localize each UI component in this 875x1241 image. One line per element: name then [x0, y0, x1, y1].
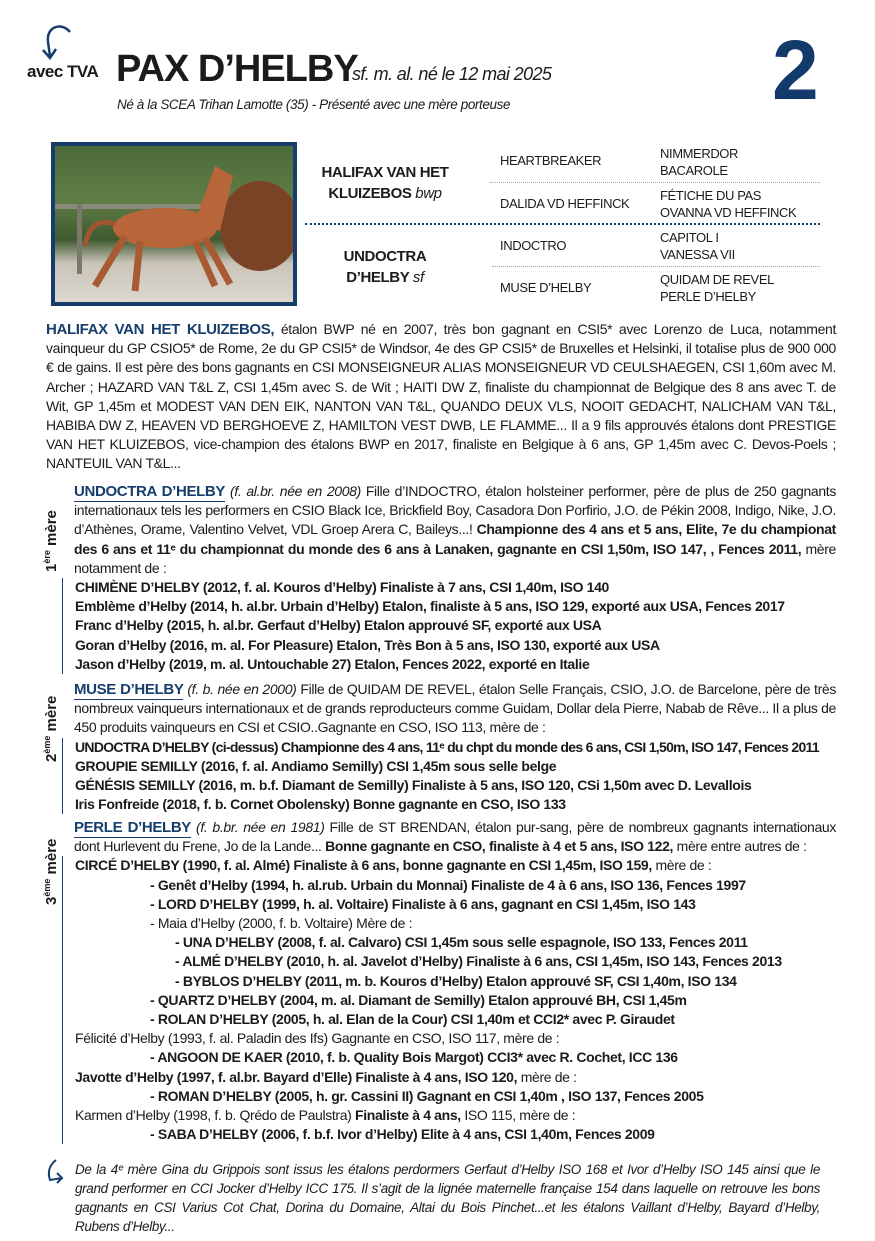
- curved-arrow-icon: [40, 24, 74, 62]
- foal-photo: [51, 142, 297, 306]
- first-dam-name: UNDOCTRA D’HELBY: [74, 483, 226, 500]
- sire-name: HALIFAX VAN HET KLUIZEBOS: [321, 164, 449, 202]
- first-dam-tail: mère notamment de :: [74, 540, 836, 576]
- produce-item: - LORD D’HELBY (1999, h. al. Voltaire) Finaliste à 6 ans, gagnant en CSI 1,45m, ISO 143: [150, 895, 696, 912]
- pedigree-gg: NIMMERDOR: [660, 146, 739, 161]
- third-dam-info: (f. b.br. née en 1981): [190, 819, 325, 835]
- second-dam-label: 2ème mère: [42, 695, 60, 762]
- pedigree-sire-sire: HEARTBREAKER: [500, 153, 602, 168]
- horse-subtitle: sf. m. al. né le 12 mai 2025: [352, 64, 552, 84]
- pedigree-dam-sire: INDOCTRO: [500, 238, 567, 253]
- produce-item: - BYBLOS D’HELBY (2011, m. b. Kouros d’Helby) Etalon approuvé SF, CSI 1,40m, ISO 134: [175, 972, 737, 989]
- produce-item: - SABA D’HELBY (2006, f. b.f. Ivor d’Helby) Elite à 4 ans, CSI 1,40m, Fences 2009: [150, 1126, 655, 1143]
- pedigree-gg: FÉTICHE DU PAS: [660, 188, 762, 203]
- horse-name: PAX D’HELBY: [116, 48, 358, 90]
- pedigree-divider: [490, 182, 820, 183]
- pedigree-gg: VANESSA VII: [660, 247, 735, 262]
- produce-item: - Maia d’Helby (2000, f. b. Voltaire) Mère de :: [150, 915, 413, 932]
- pedigree-gg: CAPITOL I: [660, 230, 719, 245]
- sire-title: HALIFAX VAN HET KLUIZEBOS,: [46, 321, 275, 338]
- first-dam-label: 1ère mère: [42, 510, 60, 572]
- third-dam-highlights: Bonne gagnante en CSO, finaliste à 4 et 5 ans, ISO 122,: [325, 838, 674, 855]
- produce-item: GÉNÉSIS SEMILLY (2016, m. b.f. Diamant de Semilly) Finaliste à 5 ans, ISO 120, CSi 1,50m avec D. Levallois: [75, 777, 752, 794]
- produce-item: - QUARTZ D’HELBY (2004, m. al. Diamant de Semilly) Etalon approuvé BH, CSI 1,45m: [150, 991, 687, 1008]
- produce-item: Iris Fonfreide (2018, f. b. Cornet Obolensky) Bonne gagnante en CSO, ISO 133: [75, 796, 566, 813]
- produce-item: - Genêt d’Helby (1994, h. al.rub. Urbain du Monnai) Finaliste de 4 à 6 ans, ISO 136, Fences 1997: [150, 876, 746, 893]
- produce-item: Jason d’Helby (2019, m. al. Untouchable 27) Etalon, Fences 2022, exporté en Italie: [75, 655, 590, 672]
- second-dam-text: Fille de QUIDAM DE REVEL, étalon Selle Français, CSIO, J.O. de Barcelone, père de très nombreux vainqueurs internationaux et de grands reproducteurs comme Guidam, Dollar dela Pierre, Nabab de Rêve... Il a plus de 450 produits vainqueurs en CSI et CSIO..Gagnante en CSO, ISO 113, mère de :: [74, 681, 836, 736]
- pedigree-gg: QUIDAM DE REVEL: [660, 272, 774, 287]
- sire-description: [46, 320, 836, 474]
- produce-item: - UNA D’HELBY (2008, f. al. Calvaro) CSI 1,45m sous selle espagnole, ISO 133, Fences 2011: [175, 934, 748, 951]
- second-dam-name: MUSE D’HELBY: [74, 681, 184, 698]
- produce-item: - ALMÉ D’HELBY (2010, h. al. Javelot d’Helby) Finaliste à 6 ans, CSI 1,45m, ISO 143, Fences 2013: [175, 953, 782, 970]
- third-dam-tail: mère entre autres de :: [673, 838, 807, 855]
- produce-item: CIRCÉ D’HELBY (1990, f. al. Almé) Finaliste à 6 ans, bonne gagnante en CSI 1,45m, ISO 159,: [75, 857, 652, 874]
- produce-item: - ROLAN D’HELBY (2005, h. al. Elan de la Cour) CSI 1,40m et CCI2* avec P. Giraudet: [150, 1011, 675, 1028]
- vat-label: avec TVA: [27, 62, 99, 81]
- produce-item: UNDOCTRA D’HELBY (ci-dessus) Championne des 4 ans, 11ᵉ du chpt du monde des 6 ans, CSI 1,50m, ISO 147, Fences 2011: [75, 738, 819, 755]
- fourth-dam-note: De la 4ᵉ mère Gina du Grippois sont issus les étalons perdormers Gerfaut d’Helby ISO 168 et Ivor d’Helby ISO 145 ainsi que le grand performer en CCI Jocker d’Helby ICC 175. Il s’agit de la lignée maternelle française 154 dans laquelle on retrouve les bons gagnants en CSI Varius Cot Chat, Dorina du Domaine, Altai du Bois Pinchet...et les étalons Vaillant d’Helby, Bayard d’Helby, Rubens d’Helby...: [75, 1162, 820, 1234]
- produce-item: Goran d’Helby (2016, m. al. For Pleasure) Etalon, Très Bon à 5 ans, ISO 130, exporté aux USA: [75, 636, 660, 653]
- dam-name: UNDOCTRA D’HELBY: [343, 248, 427, 286]
- produce-item: Franc d’Helby (2015, h. al.br. Gerfaut d’Helby) Etalon approuvé SF, exporté aux USA: [75, 617, 602, 634]
- produce-item: - ANGOON DE KAER (2010, f. b. Quality Bois Margot) CCI3* avec R. Cochet, ICC 136: [150, 1049, 678, 1066]
- produce-item: GROUPIE SEMILLY (2016, f. al. Andiamo Semilly) CSI 1,45m sous selle belge: [75, 757, 557, 774]
- first-dam-highlights: Championne des 4 ans et 5 ans, Elite, 7e du championat des 6 ans et 11ᵉ du championnat du monde des 6 ans à Lanaken, gagnante en CSI 1,50m, ISO 147, , Fences 2011,: [74, 521, 836, 557]
- first-dam-info: (f. al.br. née en 2008): [225, 483, 361, 499]
- third-dam-section: PERLE D’HELBY (f. b.br. née en 1981) Fille de ST BRENDAN, étalon pur-sang, père de nombreux gagnants internationaux dont Hurlevent du Frene, Jo de la Lande... Bonne gagnante en CSO, finaliste à 4 et 5 ans, ISO 122, mère entre autres de : CIRCÉ D’HELBY (1990, f. al. Almé) Finaliste à 6 ans, bonne gagnante en CSI 1,45m, ISO 159, mère de : - Genêt d’Helby (1994, h. al.rub. Urbain du Monnai) Finaliste de 4 à 6 ans, ISO 136, Fences 1997 - LORD D’HELBY (1999, h. al. Voltaire) Finaliste à 6 ans, gagnant en CSI 1,45m, ISO 143 - Maia d’Helby (2000, f. b. Voltaire) Mère de : - UNA D’HELBY (2008, f. al. Calvaro) CSI 1,45m sous selle espagnole, ISO 133, Fences 2011 - ALMÉ D’HELBY (2010, h. al. Javelot d’Helby) Finaliste à 6 ans, CSI 1,45m, ISO 143, Fences 2013 - BYBLOS D’HELBY (2011, m. b. Kouros d’Helby) Etalon approuvé SF, CSI 1,40m, ISO 134 - QUARTZ D’HELBY (2004, m. al. Diamant de Semilly) Etalon approuvé BH, CSI 1,45m - ROLAN D’HELBY (2005, h. al. Elan de la Cour) CSI 1,40m et CCI2* avec P. Giraudet Félicité d’Helby (1993, f. al. Paladin des Ifs) Gagnante en CSO, ISO 117, mère de : - ANGOON DE KAER (2010, f. b. Quality Bois Margot) CCI3* avec R. Cochet, ICC 136 Javotte d’Helby (1997, f. al.br. Bayard d’Elle) Finaliste à 4 ans, ISO 120, mère de : - ROMAN D’HELBY (2005, h. gr. Cassini II) Gagnant en CSI 1,40m , ISO 137, Fences 2005 Karmen d’Helby (1998, f. b. Qrédo de Paulstra) Finaliste à 4 ans, ISO 115, mère de : - SABA D’HELBY (2006, f. b.f. Ivor d’Helby) Elite à 4 ans, CSI 1,40m, Fences 2009: [62, 818, 836, 1144]
- sire-text: étalon BWP né en 2007, très bon gagnant en CSI5* avec Lorenzo de Luca, notamment vainqueur du GP CSIO5* de Rome, 2e du GP CSI5* de Windsor, 4e des GP CSI5* de Bruxelles et Helsinki, il totalise plus de 900 000 € de gains. Il est père des bons gagnants en CSI MONSEIGNEUR ALIAS MONSEIGNEUR VD CEULSHAEGEN, CSI 1,60m avec M. Archer ; HAZARD VAN T&L Z, CSI 1,45m avec S. de Wit ; HAITI DW Z, finaliste du championnat de Belgique des 8 ans avec T. de Wit, GP 1,45m et MODEST VAN DEN EIK, NANTON VAN T&L, QUANDO DEUX VLS, NOOIT GEDACHT, NALICHAM VAN T&L, HABIBA DW Z, HEAVEN VD BERGHOEVE Z, HAMILTON VEST DWB, LE FLAMME... Il a 9 fils approuvés étalons dont PRESTIGE VAN HET KLUIZEBOS, vice-champion des étalons BWP en 2017, finaliste en Belgique à 6 ans, GP 1,45m avec C. Devos-Poels ; NANTEUIL VAN T&L...: [46, 321, 836, 472]
- produce-item: Emblème d’Helby (2014, h. al.br. Urbain d’Helby) Etalon, finaliste à 5 ans, ISO 129, exporté aux USA, Fences 2017: [75, 598, 785, 615]
- pedigree-dam: [300, 246, 470, 288]
- third-dam-label: 3ème mère: [42, 838, 60, 905]
- second-dam-section: [62, 680, 836, 814]
- foal-illustration: [55, 146, 293, 302]
- pedigree-sire-dam: DALIDA VD HEFFINCK: [500, 196, 630, 211]
- pedigree-sire: [300, 162, 470, 204]
- produce-item: CHIMÈNE D’HELBY (2012, f. al. Kouros d’Helby) Finaliste à 7 ans, CSI 1,40m, ISO 140: [75, 579, 609, 596]
- pedigree-gg: PERLE D’HELBY: [660, 289, 756, 304]
- pedigree-divider: [492, 266, 820, 267]
- third-dam-text: Fille de ST BRENDAN, étalon pur-sang, père de nombreux gagnants internationaux dont Hurlevent du Frene, Jo de la Lande...: [74, 819, 836, 855]
- sire-breed: bwp: [415, 185, 442, 202]
- first-dam-section: [62, 482, 836, 674]
- third-dam-name: PERLE D’HELBY: [74, 819, 191, 836]
- produce-item: Javotte d’Helby (1997, f. al.br. Bayard d’Elle) Finaliste à 4 ans, ISO 120,: [75, 1068, 518, 1085]
- pedigree-gg: BACAROLE: [660, 163, 728, 178]
- produce-item: - ROMAN D’HELBY (2005, h. gr. Cassini II) Gagnant en CSI 1,40m , ISO 137, Fences 2005: [150, 1087, 704, 1104]
- second-dam-info: (f. b. née en 2000): [183, 681, 297, 697]
- lot-number: 2: [772, 23, 819, 117]
- dam-breed: sf: [412, 269, 424, 286]
- produce-item: Karmen d’Helby (1998, f. b. Qrédo de Paulstra): [75, 1107, 356, 1124]
- produce-item: Félicité d’Helby (1993, f. al. Paladin des Ifs) Gagnante en CSO, ISO 117, mère de :: [75, 1030, 560, 1047]
- first-dam-text: Fille d’INDOCTRO, étalon holsteiner performer, père de plus de 250 gagnants internationaux tels les performers en CSIO Black Ice, Brickfield Boy, Casadora Don Porfirio, J.O. de Pékin 2008, Indigo, Nike, J.O. d’Athènes, Orame, Valentino Velvet, VDL Groep Arera C, Baileys...!: [74, 483, 836, 538]
- pedigree-dam-dam: MUSE D’HELBY: [500, 280, 592, 295]
- breeder-line: Né à la SCEA Trihan Lamotte (35) - Présenté avec une mère porteuse: [117, 97, 511, 112]
- pedigree-gg: OVANNA VD HEFFINCK: [660, 205, 797, 220]
- pedigree-divider: [305, 223, 820, 225]
- hooked-arrow-icon: [44, 1158, 70, 1188]
